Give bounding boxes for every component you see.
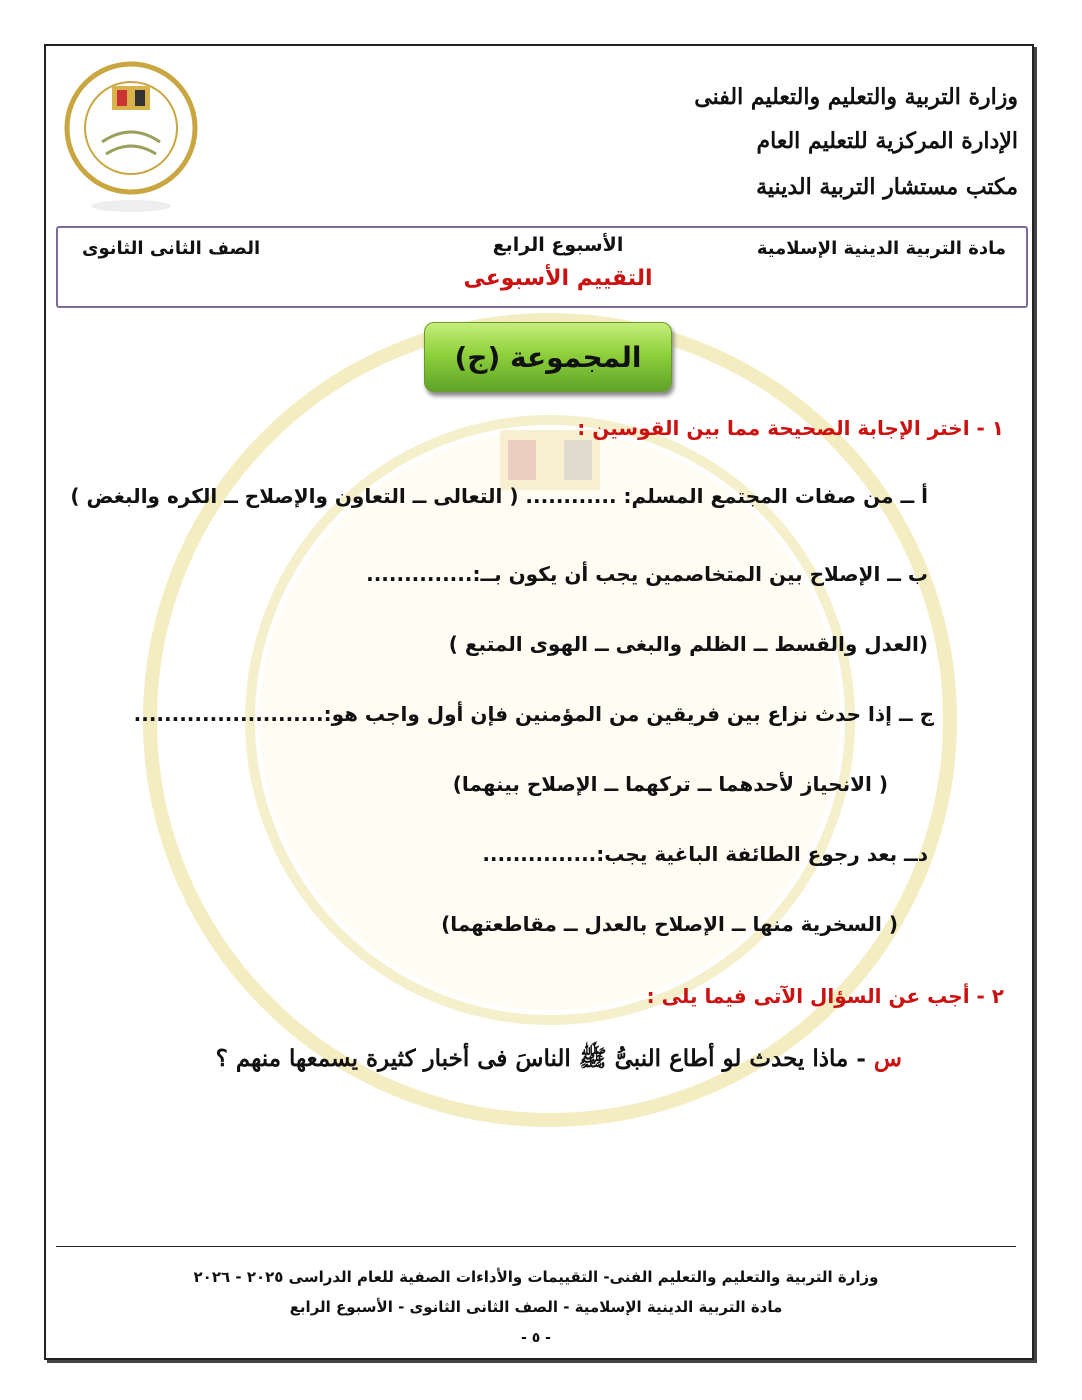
q1-item-d: دــ بعد رجوع الطائفة الباغية يجب:............... (482, 842, 928, 866)
footer-line-1: وزارة التربية والتعليم والتعليم الفنى- التقييمات والأداءات الصفية للعام الدراسى ٢٠٢٥ - ٢٠٢٦ (193, 1268, 879, 1286)
office-name: مكتب مستشار التربية الدينية (756, 174, 1018, 200)
q1-item-d-choices: ( السخرية منها ــ الإصلاح بالعدل ــ مقاطعتهما) (441, 912, 898, 936)
ministry-logo (62, 58, 200, 218)
assessment-label: التقييم الأسبوعى (463, 266, 653, 291)
q1-item-c: ج ــ إذا حدث نزاع بين فريقين من المؤمنين فإن أول واجب هو:......................... (133, 702, 934, 726)
group-badge: المجموعة (ج) (424, 322, 672, 392)
department-name: الإدارة المركزية للتعليم العام (756, 128, 1018, 154)
question2-body: - ماذا يحدث لو أطاع النبىُّ ﷺ الناسَ فى أخبار كثيرة يسمعها منهم ؟ (215, 1045, 866, 1072)
question1-heading: ١ - اختر الإجابة الصحيحة مما بين القوسين : (577, 416, 1004, 440)
subject-label: مادة التربية الدينية الإسلامية (756, 238, 1006, 259)
grade-label: الصف الثانى الثانوى (82, 238, 261, 259)
ministry-header (498, 84, 1018, 200)
q1-item-c-choices: ( الانحياز لأحدهما ــ تركهما ــ الإصلاح بينهما) (452, 772, 888, 796)
page-number: - ٥ - (521, 1330, 551, 1346)
question-letter: س (873, 1045, 902, 1072)
footer-divider (56, 1246, 1016, 1247)
info-box (56, 226, 1028, 308)
q1-item-b: ب ــ الإصلاح بين المتخاصمين يجب أن يكون بــ:.............. (366, 562, 928, 586)
ministry-name: وزارة التربية والتعليم والتعليم الفنى (694, 84, 1018, 110)
q1-item-a: أ ــ من صفات المجتمع المسلم: ............ ( التعالى ــ التعاون والإصلاح ــ الكره والبغض ) (70, 484, 928, 508)
week-label: الأسبوع الرابع (492, 234, 624, 256)
q1-item-b-choices: (العدل والقسط ــ الظلم والبغى ــ الهوى المتبع ) (448, 632, 928, 656)
question2-text (216, 1044, 902, 1078)
footer-line-2: مادة التربية الدينية الإسلامية - الصف الثانى الثانوى - الأسبوع الرابع (289, 1298, 783, 1316)
question2-heading: ٢ - أجب عن السؤال الآتى فيما يلى : (646, 984, 1004, 1008)
